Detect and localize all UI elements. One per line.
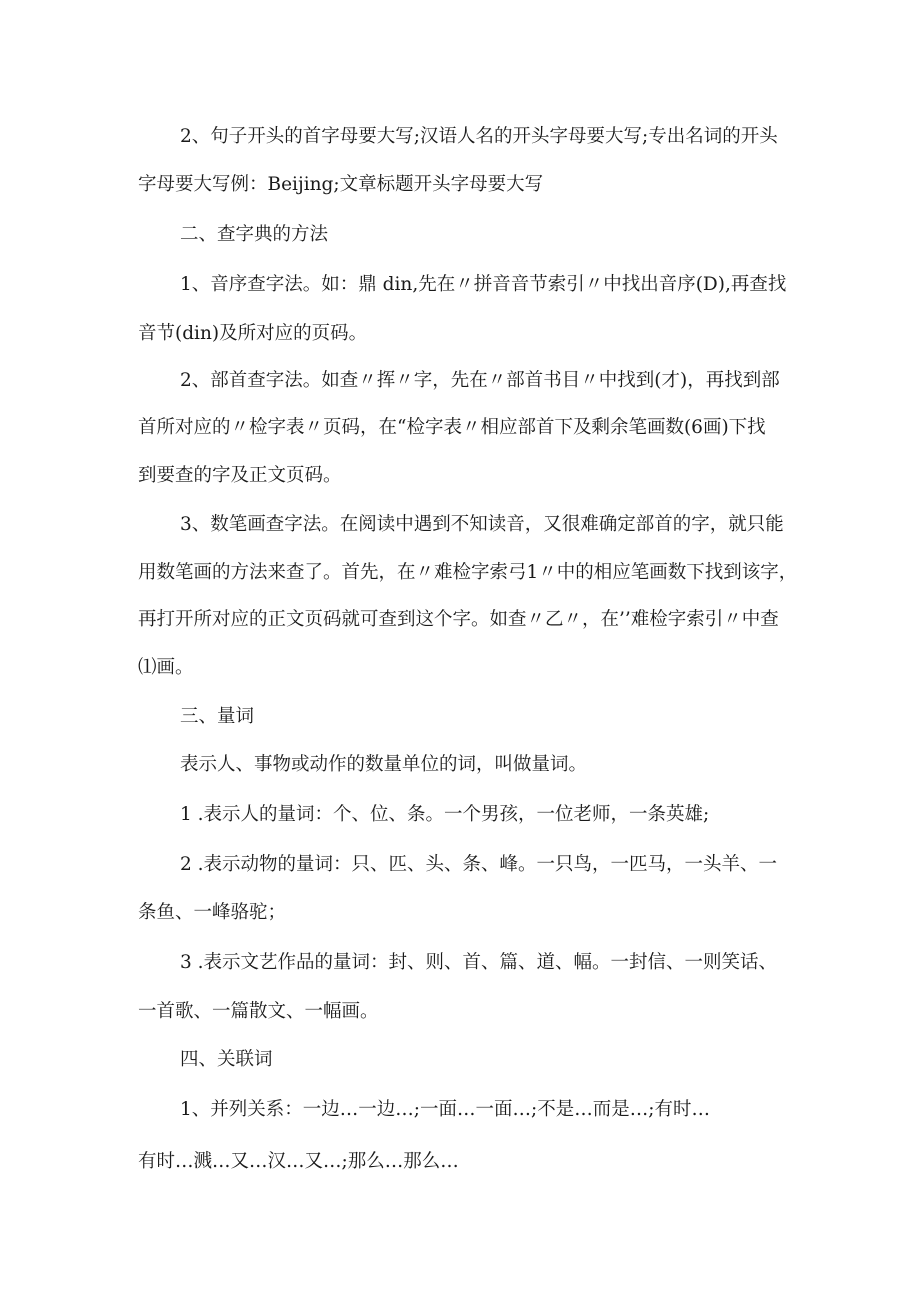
text-line: 1、并列关系：一边…一边…;一面…一面…;不是…而是…;有时… <box>180 1099 710 1120</box>
list-item: 2 .表示动物的量词：只、匹、头、条、峰。一只鸟，一匹马，一头羊、一 <box>180 854 778 875</box>
section-heading: 三、量词 <box>180 706 255 727</box>
text-line: 表示人、事物或动作的数量单位的词，叫做量词。 <box>180 754 588 775</box>
text-line: 音节(din)及所对应的页码。 <box>138 323 368 344</box>
text-line: ⑴画。 <box>138 657 194 678</box>
text-line: 字母要大写例：Beijing;文章标题开头字母要大写 <box>138 174 544 195</box>
text-line: 1、音序查字法。如：鼎 din,先在〃拼音音节索引〃中找出音序(D),再查找 <box>180 274 787 295</box>
text-line: 3、数笔画查字法。在阅读中遇到不知读音，又很难确定部首的字，就只能 <box>180 514 784 535</box>
text-line: 有时…溅…又…汉…又…;那么…那么… <box>138 1151 459 1172</box>
text-line: 用数笔画的方法来查了。首先，在〃难检字索弓1〃中的相应笔画数下找到该字， <box>138 562 798 583</box>
text-line: 到要查的字及正文页码。 <box>138 465 342 486</box>
text-line: 一首歌、一篇散文、一幅画。 <box>138 1001 379 1022</box>
list-item: 3 .表示文艺作品的量词：封、则、首、篇、道、幅。一封信、一则笑话、 <box>180 952 778 973</box>
text-line: 条鱼、一峰骆驼； <box>138 902 287 923</box>
section-heading: 四、关联词 <box>180 1049 273 1070</box>
text-line: 首所对应的〃检字表〃页码，在“检字表〃相应部首下及剩余笔画数(6画)下找 <box>138 417 766 438</box>
text-line: 2、句子开头的首字母要大写;汉语人名的开头字母要大写;专出名词的开头 <box>180 126 778 147</box>
list-item: 1 .表示人的量词：个、位、条。一个男孩，一位老师，一条英雄; <box>180 804 710 825</box>
text-line: 2、部首查字法。如查〃挥〃字，先在〃部首书目〃中找到(才)，再找到部 <box>180 370 780 391</box>
section-heading: 二、查字典的方法 <box>180 224 329 245</box>
text-line: 再打开所对应的正文页码就可查到这个字。如查〃乙〃，在’’难检字索引〃中查 <box>138 609 779 630</box>
